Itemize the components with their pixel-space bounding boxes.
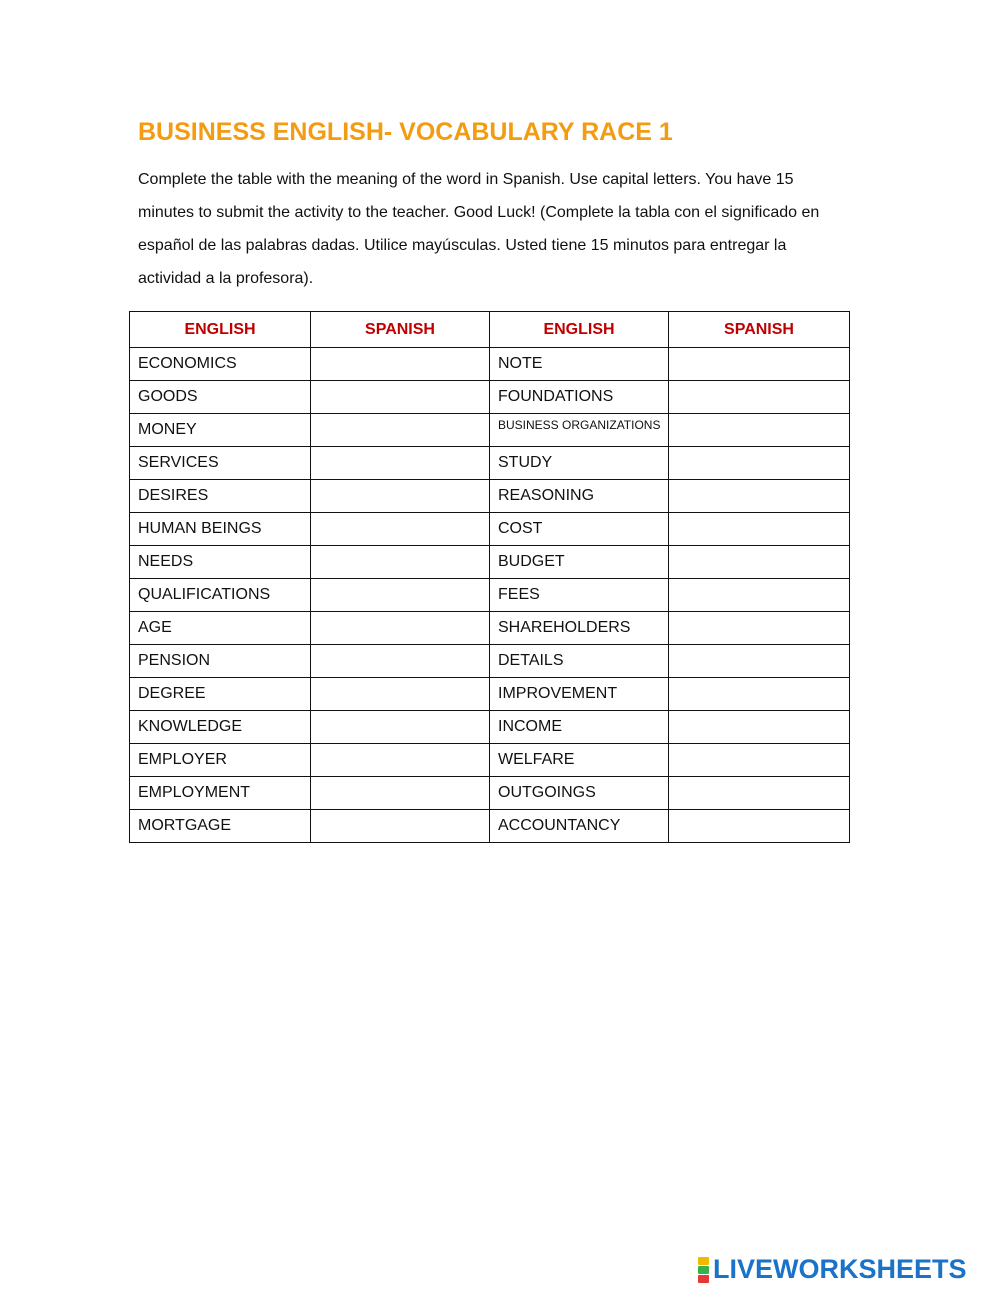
english-word-cell: COST xyxy=(490,513,669,546)
table-row xyxy=(130,579,850,612)
spanish-answer-cell[interactable] xyxy=(311,381,490,414)
spanish-answer-cell[interactable] xyxy=(669,348,850,381)
spanish-answer-cell[interactable] xyxy=(669,513,850,546)
header-english-2: ENGLISH xyxy=(490,312,669,348)
spanish-answer-cell[interactable] xyxy=(311,546,490,579)
table-row xyxy=(130,810,850,843)
spanish-answer-cell[interactable] xyxy=(311,513,490,546)
spanish-answer-cell[interactable] xyxy=(669,678,850,711)
spanish-answer-cell[interactable] xyxy=(311,810,490,843)
english-word-cell: QUALIFICATIONS xyxy=(130,579,311,612)
english-word-cell: WELFARE xyxy=(490,744,669,777)
english-word-cell: GOODS xyxy=(130,381,311,414)
spanish-answer-cell[interactable] xyxy=(669,810,850,843)
worksheet-title: BUSINESS ENGLISH- VOCABULARY RACE 1 xyxy=(138,118,673,146)
english-word-cell: SHAREHOLDERS xyxy=(490,612,669,645)
english-word-cell: BUSINESS ORGANIZATIONS xyxy=(490,414,669,447)
spanish-answer-cell[interactable] xyxy=(311,612,490,645)
table-row xyxy=(130,414,850,447)
english-word-cell: ACCOUNTANCY xyxy=(490,810,669,843)
logo-text: LIVEWORKSHEETS xyxy=(713,1254,967,1284)
logo-mark-block xyxy=(698,1275,709,1283)
spanish-answer-cell[interactable] xyxy=(311,711,490,744)
spanish-answer-cell[interactable] xyxy=(311,579,490,612)
logo-mark-block xyxy=(698,1257,709,1265)
header-spanish-2: SPANISH xyxy=(669,312,850,348)
spanish-answer-cell[interactable] xyxy=(669,480,850,513)
table-row xyxy=(130,744,850,777)
english-word-cell: INCOME xyxy=(490,711,669,744)
english-word-cell: DESIRES xyxy=(130,480,311,513)
english-word-cell: SERVICES xyxy=(130,447,311,480)
table-row xyxy=(130,513,850,546)
english-word-cell: IMPROVEMENT xyxy=(490,678,669,711)
spanish-answer-cell[interactable] xyxy=(669,546,850,579)
english-word-cell: AGE xyxy=(130,612,311,645)
table-row xyxy=(130,348,850,381)
table-row xyxy=(130,645,850,678)
english-word-cell: OUTGOINGS xyxy=(490,777,669,810)
spanish-answer-cell[interactable] xyxy=(311,777,490,810)
table-row xyxy=(130,381,850,414)
spanish-answer-cell[interactable] xyxy=(669,612,850,645)
spanish-answer-cell[interactable] xyxy=(311,744,490,777)
header-spanish-1: SPANISH xyxy=(311,312,490,348)
liveworksheets-logo xyxy=(698,1254,967,1285)
spanish-answer-cell[interactable] xyxy=(669,579,850,612)
english-word-cell: EMPLOYER xyxy=(130,744,311,777)
spanish-answer-cell[interactable] xyxy=(669,645,850,678)
table-header-row xyxy=(130,312,850,348)
spanish-answer-cell[interactable] xyxy=(311,447,490,480)
english-word-cell: HUMAN BEINGS xyxy=(130,513,311,546)
table-row xyxy=(130,447,850,480)
english-word-cell: DETAILS xyxy=(490,645,669,678)
english-word-cell: ECONOMICS xyxy=(130,348,311,381)
spanish-answer-cell[interactable] xyxy=(669,381,850,414)
english-word-cell: FEES xyxy=(490,579,669,612)
spanish-answer-cell[interactable] xyxy=(311,480,490,513)
english-word-cell: STUDY xyxy=(490,447,669,480)
spanish-answer-cell[interactable] xyxy=(669,711,850,744)
spanish-answer-cell[interactable] xyxy=(311,645,490,678)
english-word-cell: NOTE xyxy=(490,348,669,381)
english-word-cell: DEGREE xyxy=(130,678,311,711)
header-english-1: ENGLISH xyxy=(130,312,311,348)
vocabulary-table xyxy=(129,311,850,843)
table-row xyxy=(130,711,850,744)
spanish-answer-cell[interactable] xyxy=(311,348,490,381)
english-word-cell: NEEDS xyxy=(130,546,311,579)
table-body xyxy=(130,348,850,843)
spanish-answer-cell[interactable] xyxy=(669,777,850,810)
spanish-answer-cell[interactable] xyxy=(669,447,850,480)
table-row xyxy=(130,678,850,711)
spanish-answer-cell[interactable] xyxy=(669,414,850,447)
english-word-cell: MORTGAGE xyxy=(130,810,311,843)
table-row xyxy=(130,480,850,513)
spanish-answer-cell[interactable] xyxy=(311,414,490,447)
spanish-answer-cell[interactable] xyxy=(669,744,850,777)
table-row xyxy=(130,777,850,810)
logo-mark-block xyxy=(698,1266,709,1274)
english-word-cell: FOUNDATIONS xyxy=(490,381,669,414)
english-word-cell: KNOWLEDGE xyxy=(130,711,311,744)
english-word-cell: BUDGET xyxy=(490,546,669,579)
instructions-text: Complete the table with the meaning of the word in Spanish. Use capital letters. You have 15 minutes to submit the activity to the teacher. Good Luck! (Complete la tabla con el significado en español de las palabras dadas. Utilice mayúsculas. Usted tiene 15 minutos para entregar la actividad a la profesora). xyxy=(138,171,820,287)
spanish-answer-cell[interactable] xyxy=(311,678,490,711)
table-row xyxy=(130,612,850,645)
english-word-cell: REASONING xyxy=(490,480,669,513)
english-word-cell: EMPLOYMENT xyxy=(130,777,311,810)
table-row xyxy=(130,546,850,579)
english-word-cell: MONEY xyxy=(130,414,311,447)
logo-mark-icon xyxy=(698,1257,709,1283)
english-word-cell: PENSION xyxy=(130,645,311,678)
